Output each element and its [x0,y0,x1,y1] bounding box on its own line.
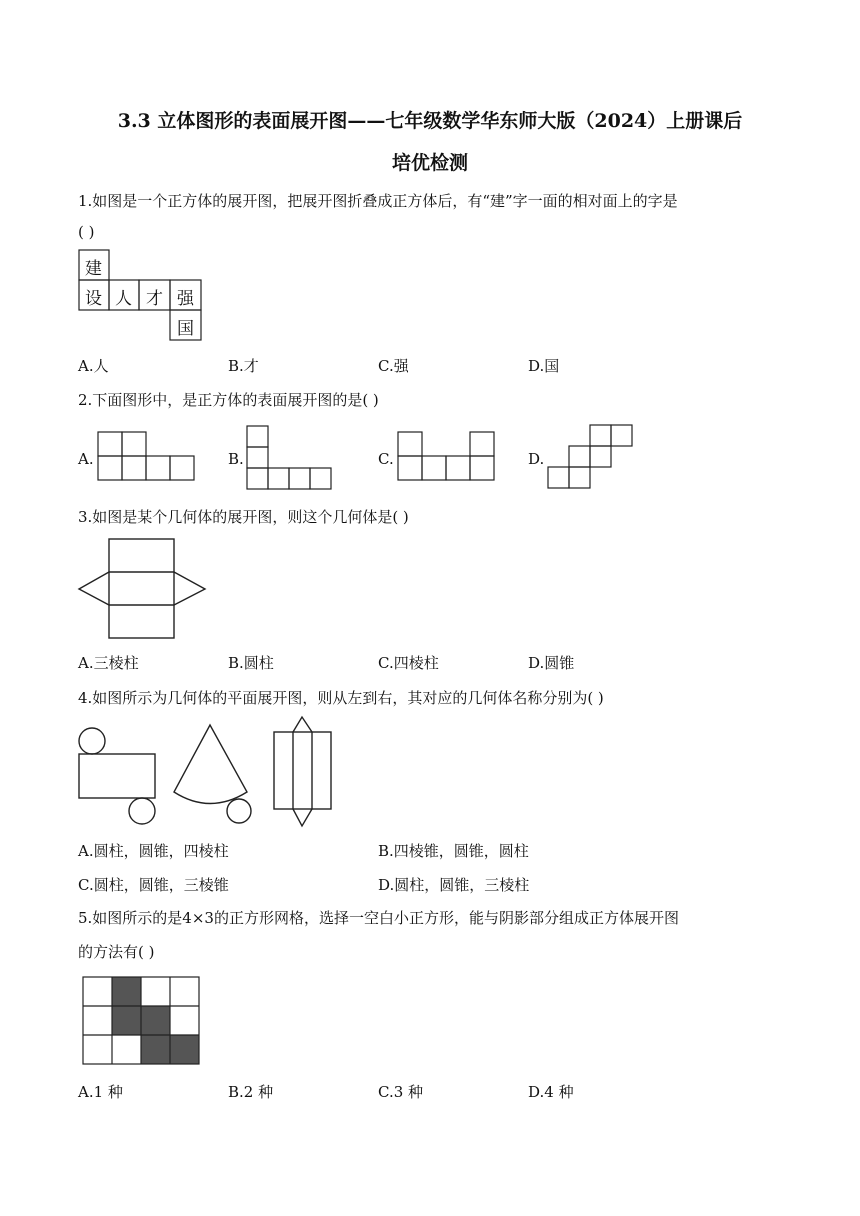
page-title-line2: 培优检测 [391,152,468,174]
q4-option-d[interactable]: D.圆柱，圆锥，三棱柱 [378,876,530,894]
q2-option-b[interactable]: B. [228,450,244,468]
question-5-stem-cont: 的方法有( ) [78,943,155,961]
q1-option-d[interactable]: D.国 [528,357,560,375]
net-char-2: 设 [85,289,102,309]
net-char-4: 才 [146,289,163,309]
q1-option-a[interactable]: A.人 [78,357,109,375]
net-char-6: 国 [177,319,194,339]
q1-option-c[interactable]: C.强 [378,357,409,375]
net-char-5: 强 [177,289,194,309]
net-char-3: 人 [115,289,132,309]
q4-option-a[interactable]: A.圆柱，圆锥，四棱柱 [78,842,229,860]
question-2-stem: 2.下面图形中，是正方体的表面展开图的是( ) [78,391,379,409]
q2-option-c[interactable]: C. [378,450,394,468]
question-3-stem: 3.如图是某个几何体的展开图，则这个几何体是( ) [78,508,409,526]
q3-option-c[interactable]: C.四棱柱 [378,654,439,672]
q3-option-b[interactable]: B.圆柱 [228,654,274,672]
question-5-stem: 5.如图所示的是4×3的正方形网格，选择一空白小正方形，能与阴影部分组成正方体展开图 [78,909,679,927]
q2-option-a[interactable]: A. [78,450,94,468]
net-char-1: 建 [85,259,102,279]
question-1-stem: 1.如图是一个正方体的展开图，把展开图折叠成正方体后，有“建”字一面的相对面上的字是 [78,192,678,210]
q4-option-c[interactable]: C.圆柱，圆锥，三棱锥 [78,876,229,894]
page-title: 3.3 立体图形的表面展开图——七年级数学华东师大版（2024）上册课后 [117,110,743,132]
q1-option-b[interactable]: B.才 [228,357,259,375]
question-4-stem: 4.如图所示为几何体的平面展开图，则从左到右，其对应的几何体名称分别为( ) [78,689,604,707]
q3-option-a[interactable]: A.三棱柱 [78,654,139,672]
q4-option-b[interactable]: B.四棱锥，圆锥，圆柱 [378,842,529,860]
q5-option-a[interactable]: A.1 种 [78,1083,123,1101]
q5-option-c[interactable]: C.3 种 [378,1083,424,1101]
q2-option-d[interactable]: D. [528,450,545,468]
q5-option-b[interactable]: B.2 种 [228,1083,274,1101]
q3-option-d[interactable]: D.圆锥 [528,654,575,672]
q5-option-d[interactable]: D.4 种 [528,1083,574,1101]
question-1-stem-cont: ( ) [78,223,95,241]
